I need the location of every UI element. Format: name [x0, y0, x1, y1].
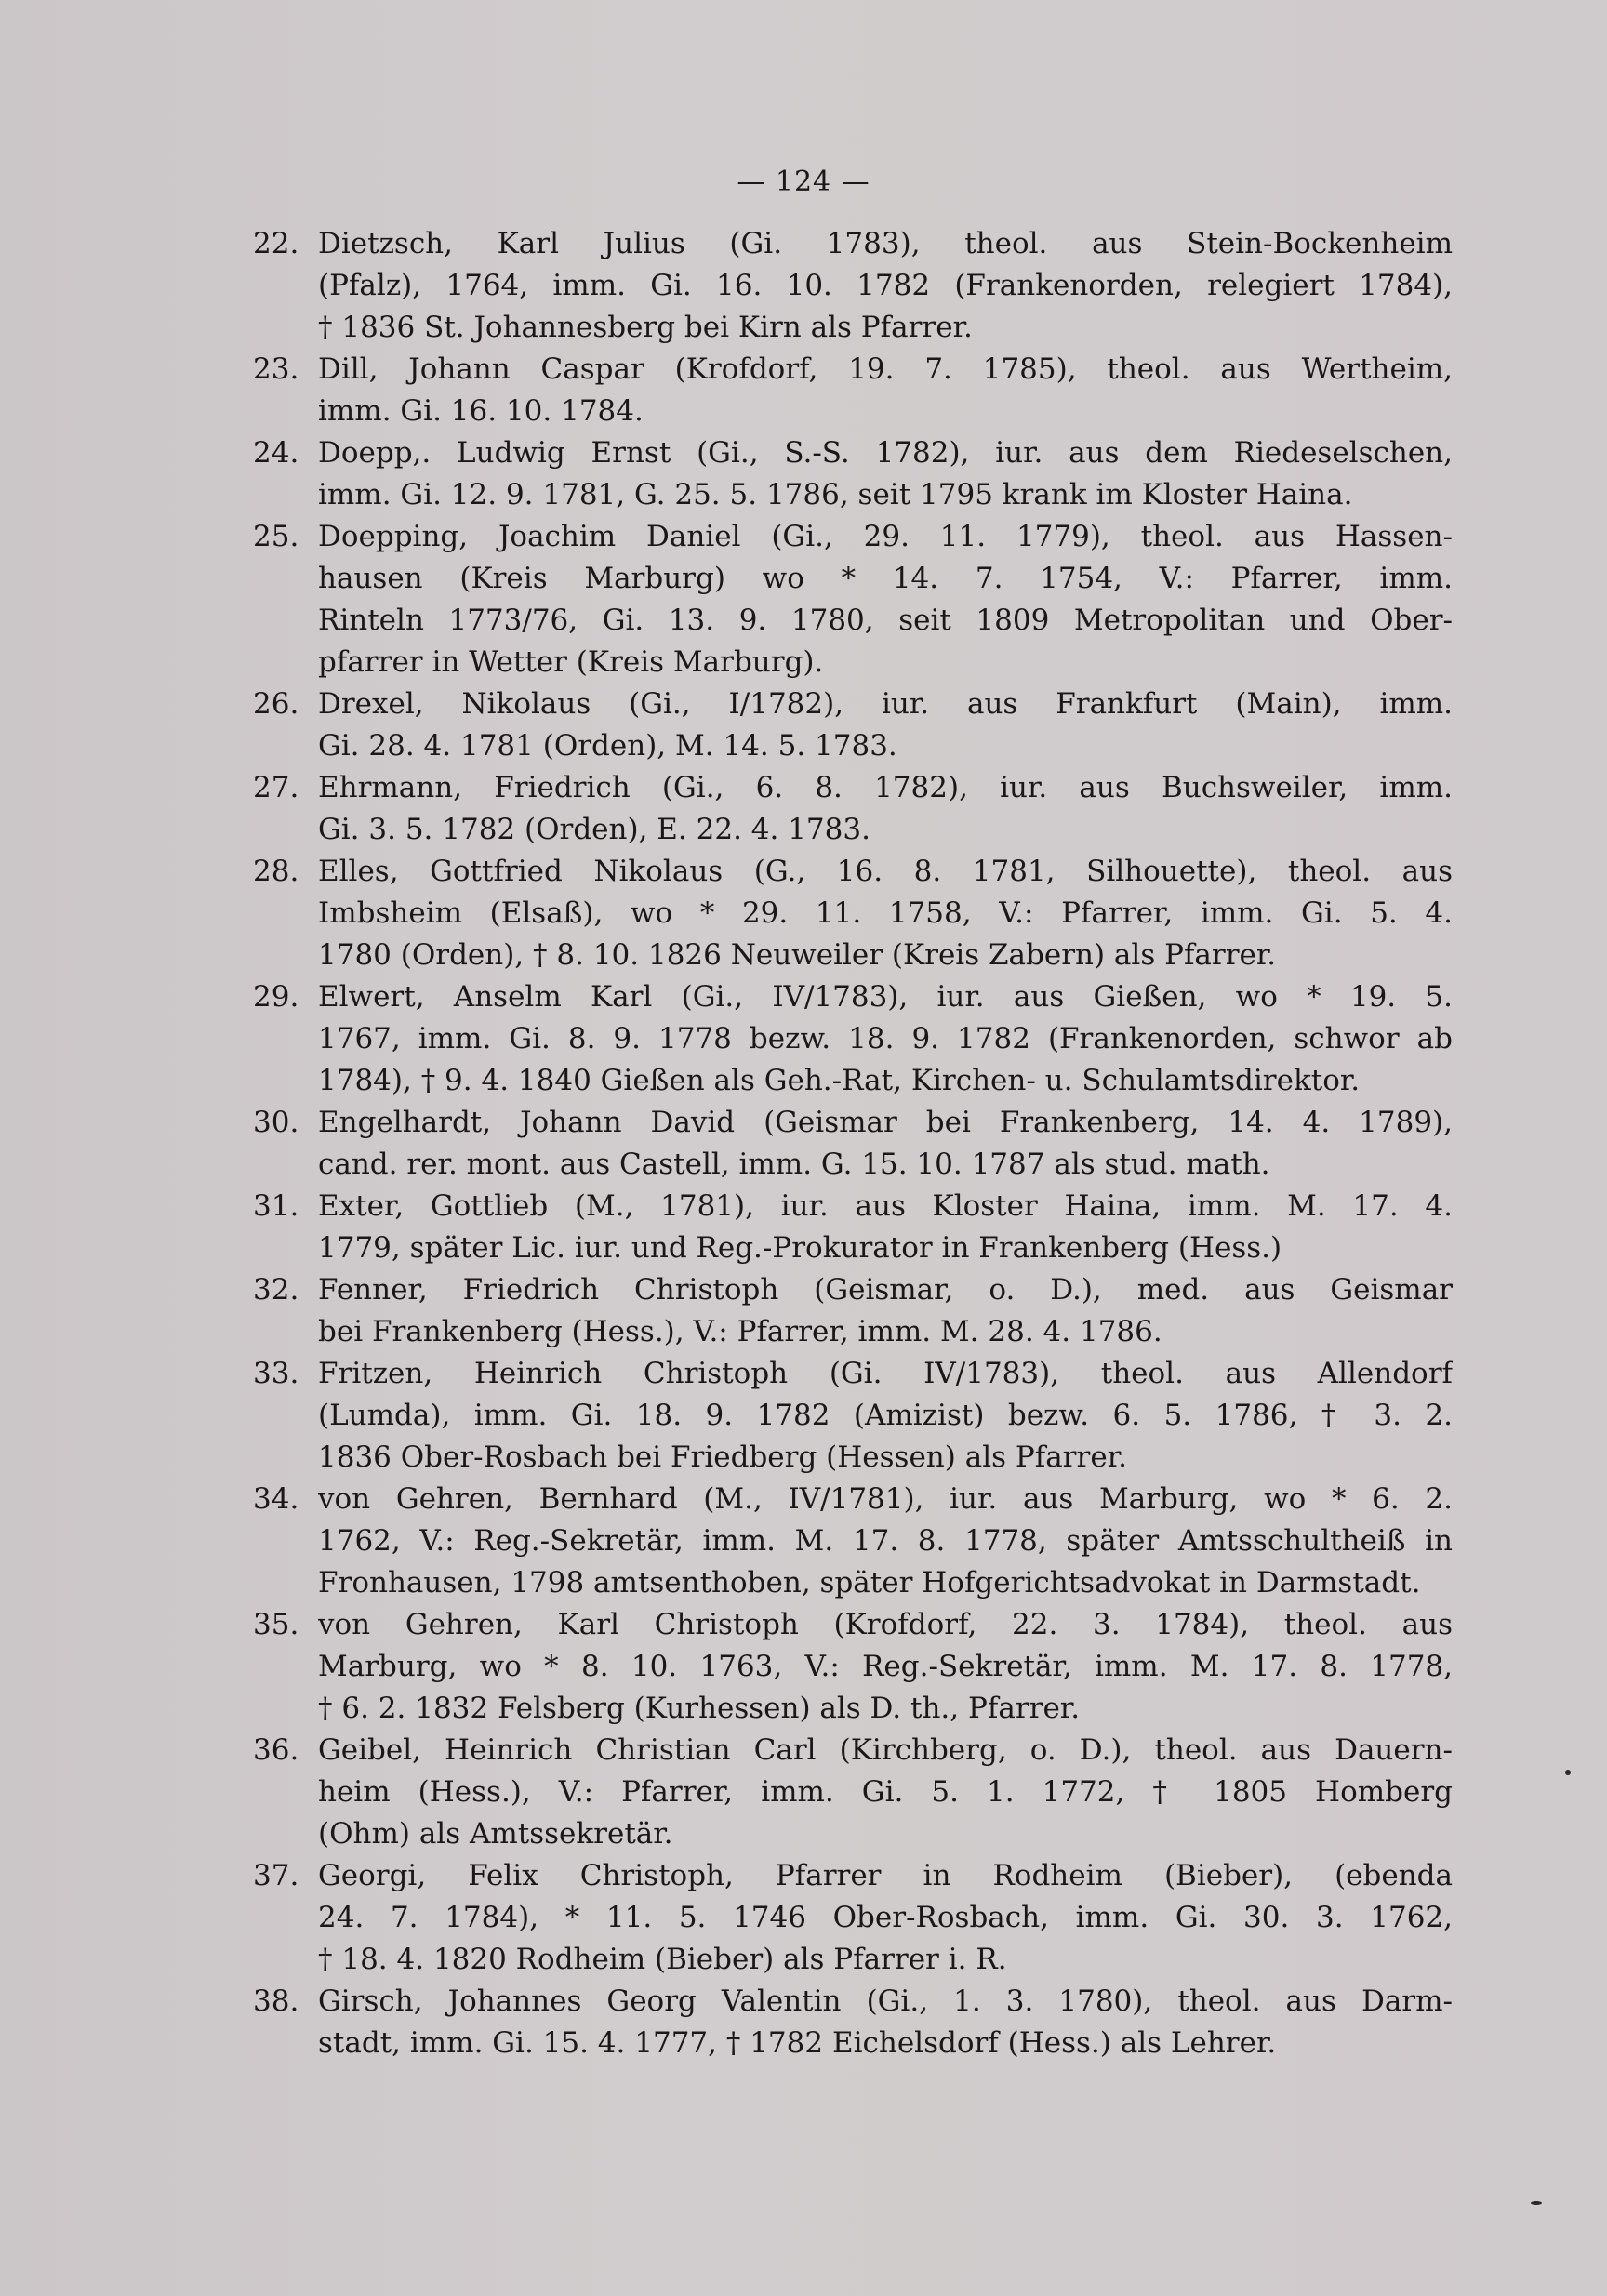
entry [253, 1102, 1453, 1186]
entry-line: Dietzsch, Karl Julius (Gi. 1783), theol. aus Stein-Bockenheim [318, 227, 1453, 260]
page-number: — 124 — [737, 166, 870, 198]
entry-number: 36. [253, 1733, 299, 1767]
entry-line: Geibel, Heinrich Christian Carl (Kirchberg, o. D.), theol. aus Dauern- [318, 1733, 1453, 1767]
entry-number: 27. [253, 771, 299, 804]
entry-line: Dill, Johann Caspar (Krofdorf, 19. 7. 1785), theol. aus Wertheim, [318, 352, 1453, 386]
entry [253, 683, 1453, 767]
entry-line: 1836 Ober-Rosbach bei Friedberg (Hessen) als Pfarrer. [318, 1440, 1127, 1474]
entry [253, 1604, 1453, 1730]
entry-number: 29. [253, 980, 299, 1014]
entry-line: Imbsheim (Elsaß), wo * 29. 11. 1758, V.: Pfarrer, imm. Gi. 5. 4. [318, 896, 1453, 930]
entry-line: stadt, imm. Gi. 15. 4. 1777, † 1782 Eichelsdorf (Hess.) als Lehrer. [318, 2026, 1277, 2060]
entry-line: Engelhardt, Johann David (Geismar bei Frankenberg, 14. 4. 1789), [318, 1106, 1453, 1139]
entry-line: 1784), † 9. 4. 1840 Gießen als Geh.-Rat, Kirchen- u. Schulamtsdirektor. [318, 1064, 1361, 1097]
entry-line: † 6. 2. 1832 Felsberg (Kurhessen) als D. th., Pfarrer. [318, 1692, 1081, 1725]
entry-number: 30. [253, 1106, 299, 1139]
entry-line: Fritzen, Heinrich Christoph (Gi. IV/1783), theol. aus Allendorf [318, 1357, 1453, 1390]
entry [253, 1269, 1453, 1353]
entry-line: Gi. 28. 4. 1781 (Orden), M. 14. 5. 1783. [318, 729, 897, 763]
entry [253, 851, 1453, 976]
entry-line: hausen (Kreis Marburg) wo * 14. 7. 1754, V.: Pfarrer, imm. [318, 562, 1453, 595]
entry-number: 33. [253, 1357, 299, 1390]
entry [253, 1730, 1453, 1855]
entry-line: von Gehren, Bernhard (M., IV/1781), iur. aus Marburg, wo * 6. 2. [318, 1482, 1453, 1516]
entry-line: 1780 (Orden), † 8. 10. 1826 Neuweiler (Kreis Zabern) als Pfarrer. [318, 938, 1277, 972]
entry-line: Fronhausen, 1798 amtsenthoben, später Hofgerichtsadvokat in Darmstadt. [318, 1566, 1421, 1599]
entry-line: 1779, später Lic. iur. und Reg.-Prokurator in Frankenberg (Hess.) [318, 1231, 1282, 1265]
entry-line: heim (Hess.), V.: Pfarrer, imm. Gi. 5. 1. 1772, † 1805 Homberg [318, 1775, 1453, 1809]
entry-line: imm. Gi. 12. 9. 1781, G. 25. 5. 1786, seit 1795 krank im Kloster Haina. [318, 478, 1353, 511]
entry [253, 1479, 1453, 1604]
entry-line: 1762, V.: Reg.-Sekretär, imm. M. 17. 8. 1778, später Amtsschultheiß in [318, 1524, 1453, 1558]
entry-number: 26. [253, 687, 299, 721]
entry-number: 22. [253, 227, 299, 260]
paper-speck [1531, 2201, 1542, 2205]
entry-line: 24. 7. 1784), * 11. 5. 1746 Ober-Rosbach, imm. Gi. 30. 3. 1762, [318, 1901, 1453, 1934]
entry-number: 28. [253, 855, 299, 888]
entry-line: Fenner, Friedrich Christoph (Geismar, o. D.), med. aus Geismar [318, 1273, 1453, 1307]
entry [253, 223, 1453, 349]
entry-line: 1767, imm. Gi. 8. 9. 1778 bezw. 18. 9. 1782 (Frankenorden, schwor ab [318, 1022, 1453, 1055]
entry-line: (Lumda), imm. Gi. 18. 9. 1782 (Amizist) bezw. 6. 5. 1786, † 3. 2. [318, 1399, 1453, 1432]
entry-number: 38. [253, 1984, 299, 2018]
entry-line: Doepp,. Ludwig Ernst (Gi., S.-S. 1782), iur. aus dem Riedeselschen, [318, 436, 1453, 470]
entry-line: Georgi, Felix Christoph, Pfarrer in Rodheim (Bieber), (ebenda [318, 1859, 1453, 1892]
entry-line: Marburg, wo * 8. 10. 1763, V.: Reg.-Sekretär, imm. M. 17. 8. 1778, [318, 1650, 1453, 1683]
entry [253, 1855, 1453, 1981]
entry-line: Exter, Gottlieb (M., 1781), iur. aus Kloster Haina, imm. M. 17. 4. [318, 1189, 1453, 1223]
entry-line: Rinteln 1773/76, Gi. 13. 9. 1780, seit 1809 Metropolitan und Ober- [318, 604, 1453, 637]
entry-line: Gi. 3. 5. 1782 (Orden), E. 22. 4. 1783. [318, 813, 870, 846]
entry-line: (Pfalz), 1764, imm. Gi. 16. 10. 1782 (Frankenorden, relegiert 1784), [318, 269, 1453, 302]
entry [253, 432, 1453, 516]
entry-number: 25. [253, 520, 299, 553]
entry-line: † 1836 St. Johannesberg bei Kirn als Pfarrer. [318, 311, 973, 344]
entry-number: 24. [253, 436, 299, 470]
entry-line: Ehrmann, Friedrich (Gi., 6. 8. 1782), iur. aus Buchsweiler, imm. [318, 771, 1453, 804]
entry [253, 1353, 1453, 1479]
entry [253, 1981, 1453, 2064]
entry-line: imm. Gi. 16. 10. 1784. [318, 394, 644, 428]
entry-line: (Ohm) als Amtssekretär. [318, 1817, 673, 1851]
entry-line: † 18. 4. 1820 Rodheim (Bieber) als Pfarrer i. R. [318, 1943, 1007, 1976]
entry-number: 32. [253, 1273, 299, 1307]
entry-line: Drexel, Nikolaus (Gi., I/1782), iur. aus Frankfurt (Main), imm. [318, 687, 1453, 721]
entry [253, 767, 1453, 851]
entry-line: Elwert, Anselm Karl (Gi., IV/1783), iur. aus Gießen, wo * 19. 5. [318, 980, 1453, 1014]
entry [253, 976, 1453, 1102]
entry [253, 516, 1453, 683]
entry-line: cand. rer. mont. aus Castell, imm. G. 15. 10. 1787 als stud. math. [318, 1148, 1270, 1181]
entry-line: pfarrer in Wetter (Kreis Marburg). [318, 645, 824, 679]
entry-line: bei Frankenberg (Hess.), V.: Pfarrer, imm. M. 28. 4. 1786. [318, 1315, 1162, 1348]
entry-number: 34. [253, 1482, 299, 1516]
entry [253, 1186, 1453, 1269]
entry-number: 23. [253, 352, 299, 386]
entry-line: Doepping, Joachim Daniel (Gi., 29. 11. 1779), theol. aus Hassen- [318, 520, 1453, 553]
paper-speck [1565, 1770, 1571, 1775]
entry-number: 31. [253, 1189, 299, 1223]
entry-line: von Gehren, Karl Christoph (Krofdorf, 22. 3. 1784), theol. aus [318, 1608, 1453, 1641]
entry-line: Girsch, Johannes Georg Valentin (Gi., 1. 3. 1780), theol. aus Darm- [318, 1984, 1453, 2018]
entry-number: 35. [253, 1608, 299, 1641]
entry-number: 37. [253, 1859, 299, 1892]
entry-line: Elles, Gottfried Nikolaus (G., 16. 8. 1781, Silhouette), theol. aus [318, 855, 1453, 888]
entry [253, 349, 1453, 432]
entry-list [253, 223, 1453, 2064]
